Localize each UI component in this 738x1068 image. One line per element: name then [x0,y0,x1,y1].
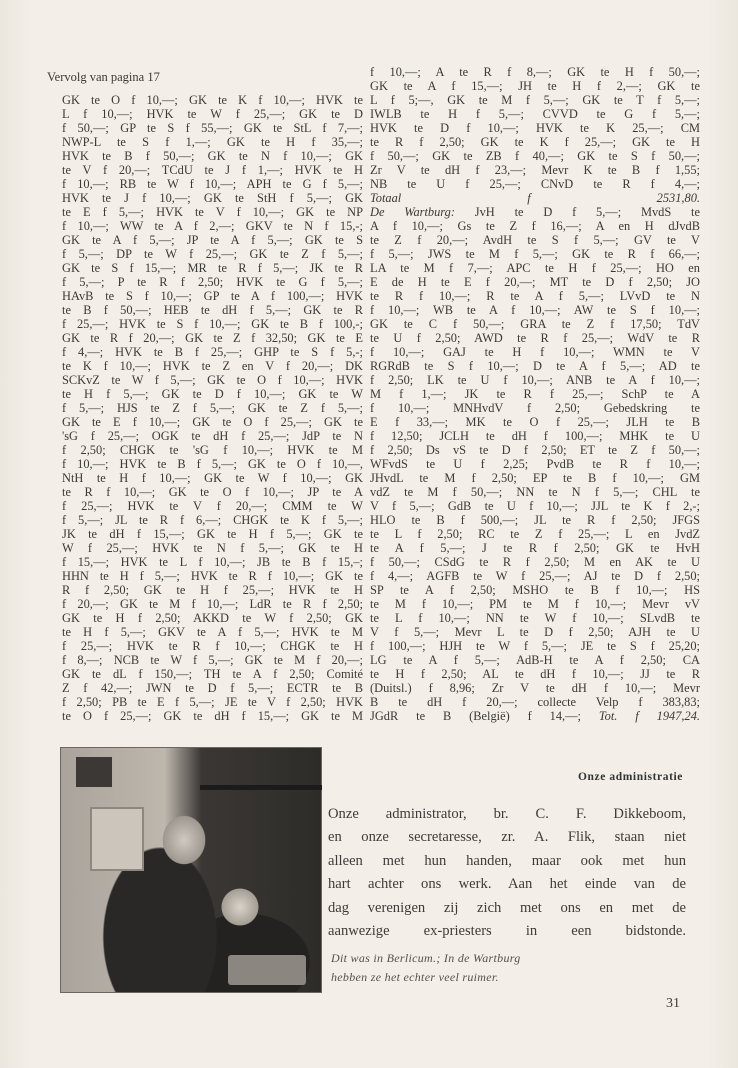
line-text: te R f 10,—; GK te O f 10,—; JP te A [62,485,363,499]
donation-line [370,443,700,457]
donation-line [370,345,700,359]
donation-line [370,275,700,289]
donation-line [62,303,363,317]
donation-line [62,121,363,135]
line-text: GK te H f 2,50; AKKD te W f 2,50; GK [62,611,363,625]
line-text: te K f 10,—; HVK te Z en V f 20,—; DK [62,359,363,373]
line-text: HVK te D f 10,—; HVK te K 25,—; CM [370,121,700,135]
donation-line [370,681,700,695]
donation-line [370,93,700,107]
line-text: L f 10,—; HVK te W f 25,—; GK te D [62,107,363,121]
donation-line [370,485,700,499]
line-text: te H f 5,—; GK te D f 10,—; GK te W [62,387,363,401]
line-text: f 4,—; AGFB te W f 25,—; AJ te D f 2,50; [370,569,700,583]
donation-line [370,513,700,527]
donation-line [62,485,363,499]
line-text: LG te A f 5,—; AdB-H te A f 2,50; CA [370,653,700,667]
donation-line [370,177,700,191]
line-text: te L f 10,—; NN te W f 10,—; SLvdB te [370,611,700,625]
line-text: (Duitsl.) f 8,96; Zr V te dH f 10,—; Mevr [370,681,700,695]
donation-line [370,639,700,653]
donation-line [370,219,700,233]
donation-line [370,401,700,415]
donation-line [370,303,700,317]
line-text: SP te A f 2,50; MSHO te B f 10,—; HS [370,583,700,597]
line-text: HHN te H f 5,—; HVK te R f 10,—; GK te [62,569,363,583]
line-text: te M f 10,—; PM te M f 10,—; Mevr vV [370,597,700,611]
line-text: NWP-L te S f 1,—; GK te H f 35,—; [62,135,363,149]
line-text: f 50,—; GP te S f 55,—; GK te StL f 7,—; [62,121,363,135]
donation-line [370,233,700,247]
donation-line [62,331,363,345]
line-text: f 5,—; DP te W f 25,—; GK te Z f 5,—; [62,247,363,261]
italic-text: De Wartburg: [370,205,455,219]
donation-line [62,471,363,485]
line-text: f 12,50; JCLH te dH f 100,—; MHK te U [370,429,700,443]
caption-line: hebben ze het echter veel ruimer. [331,970,499,984]
page-number: 31 [666,996,680,1011]
line-text: NtH te H f 10,—; GK te W f 10,—; GK [62,471,363,485]
line-text: HAvB te S f 10,—; GP te A f 100,—; HVK [62,289,363,303]
line-text: GK te O f 10,—; GK te K f 10,—; HVK te [62,93,363,107]
line-text: f 100,—; HJH te W f 5,—; JE te S f 25,20; [370,639,700,653]
line-text: GK te A f 5,—; JP te A f 5,—; GK te S [62,233,363,247]
line-text: f 50,—; GK te ZB f 40,—; GK te S f 50,—; [370,149,700,163]
donation-line [370,373,700,387]
line-text: f 4,—; HVK te B f 25,—; GHP te S f 5,-; [62,345,363,359]
line-text: f 5,—; JWS te M f 5,—; GK te R f 66,—; [370,247,700,261]
line-text: f 15,—; HVK te L f 10,—; JB te B f 15,–; [62,555,363,569]
donation-line [62,639,363,653]
line-text: f 2,50; CHGK te 'sG f 10,—; HVK te M [62,443,363,457]
donation-line [370,709,700,723]
donation-line [62,681,363,695]
donation-line [370,359,700,373]
donation-line [370,107,700,121]
donation-line [62,415,363,429]
donation-line [370,471,700,485]
section-title: Onze administratie [577,771,683,783]
donation-line [62,163,363,177]
donation-line [370,79,700,93]
donation-line [62,233,363,247]
donation-line [370,667,700,681]
donation-line [62,261,363,275]
line-text: te E f 5,—; HVK te V f 10,—; GK te NP [62,205,363,219]
line-text: f 25,—; HVK te R f 10,—; CHGK te H [62,639,363,653]
donation-line [370,289,700,303]
line-text: f 5,—; HJS te Z f 5,—; GK te Z f 5,—; [62,401,363,415]
line-text: SCKvZ te W f 5,—; GK te O f 10,—; HVK [62,373,363,387]
office-photo [60,747,322,993]
line-text: f 8,—; NCB te W f 5,—; GK te M f 20,—; [62,653,363,667]
line-text: NB te U f 25,—; CNvD te R f 4,—; [370,177,700,191]
line-text: f 2,50; Ds vS te D f 2,50; ET te Z f 50,—; [370,443,700,457]
donation-line [62,527,363,541]
line-text: f 10,—; WW te A f 2,—; GKV te N f 15,-; [62,219,363,233]
donation-line [62,695,363,709]
donation-line [370,261,700,275]
line-text: HVK te J f 10,—; GK te StH f 5,—; GK [62,191,363,205]
donation-line [370,205,700,219]
line-text: GK te R f 20,—; GK te Z f 32,50; GK te E [62,331,363,345]
donations-column-right [370,65,700,723]
line-text: te U f 2,50; AWD te R f 25,—; WdV te R [370,331,700,345]
donation-line [370,247,700,261]
line-text: V f 5,—; GdB te U f 10,—; JJL te K f 2,-; [370,499,700,513]
line-text: R f 2,50; GK te H f 25,—; HVK te H [62,583,363,597]
donation-line [370,163,700,177]
donation-line [62,653,363,667]
line-text: f 5,—; P te R f 2,50; HVK te G f 5,—; [62,275,363,289]
donation-line [62,289,363,303]
donation-line [370,149,700,163]
line-text: f 25,—; HVK te S f 10,—; GK te B f 100,-; [62,317,363,331]
donation-line [370,555,700,569]
line-text: te H f 2,50; AL te dH f 10,—; JJ te R [370,667,700,681]
line-text: HVK te B f 50,—; GK te N f 10,—; GK [62,149,363,163]
wall-frame [90,807,144,871]
line-text: LA te M f 7,—; APC te H f 25,—; HO en [370,261,700,275]
donation-line [370,583,700,597]
line-text: f 10,—; MNHvdV f 2,50; Gebedskring te [370,401,700,415]
body-line: Onze administrator, br. C. F. Dikkeboom, [328,806,686,822]
typewriter [228,955,306,985]
line-text: JvH te D f 5,—; MvdS te [454,205,700,219]
donation-line [370,135,700,149]
line-text: f 10,—; A te R f 8,—; GK te H f 50,—; [370,65,700,79]
donation-line [370,415,700,429]
line-text: Z f 42,—; JWN te D f 5,—; ECTR te B [62,681,363,695]
line-text: RGRdB te S f 10,—; D te A f 5,—; AD te [370,359,700,373]
line-text: te L f 2,50; RC te Z f 25,—; L en JvdZ [370,527,700,541]
line-text: te R f 10,—; R te A f 5,—; LVvD te N [370,289,700,303]
body-line: hart achter ons werk. Aan het einde van de [328,876,686,893]
line-text: f 2,50; LK te U f 10,—; ANB te A f 10,—; [370,373,700,387]
line-text: L f 5;—, GK te M f 5,—; GK te T f 5,—; [370,93,700,107]
donation-line [62,93,363,107]
line-text: f 10,—; RB te W f 10,—; APH te G f 5,—; [62,177,363,191]
donation-line [62,555,363,569]
line-text: W f 25,—; HVK te N f 5,—; GK te H [62,541,363,555]
body-line: alleen met hun handen, maar ook met hun [328,852,686,869]
donation-line [62,191,363,205]
donation-line [62,177,363,191]
donation-line [370,387,700,401]
line-text: WFvdS te U f 2,25; PvdB te R f 10,—; [370,457,700,471]
caption-line: Dit was in Berlicum.; In de Wartburg [331,951,521,965]
body-line: aanwezige ex-priesters in een bidstonde. [328,923,686,940]
donation-line [370,191,700,205]
body-line: dag verenigen zij zich met ons en met de [328,899,686,916]
donation-line [62,597,363,611]
line-text: f 50,—; CSdG te R f 2,50; M en AK te U [370,555,700,569]
line-text: f 20,—; GK te M f 10,—; LdR te R f 2,50; [62,597,363,611]
donation-line [62,149,363,163]
line-text: M f 1,—; JK te R f 25,—; SchP te A [370,387,700,401]
donation-line [62,373,363,387]
donation-line [370,457,700,471]
donation-line [62,569,363,583]
donation-line [62,429,363,443]
donation-line [62,513,363,527]
donation-line [370,611,700,625]
line-text: JHvdL te M f 2,50; EP te B f 10,—; GM [370,471,700,485]
line-text: te H f 5,—; GKV te A f 5,—; HVK te M [62,625,363,639]
donation-line [370,121,700,135]
donation-line [62,709,363,723]
line-text: IWLB te H f 5,—; CVVD te G f 5,—; [370,107,700,121]
donation-line [370,331,700,345]
line-text: te A f 5,—; J te R f 2,50; GK te HvH [370,541,700,555]
line-text: GK te dL f 150,—; TH te A f 2,50; Comité [62,667,363,681]
donation-line [62,443,363,457]
line-text: te B f 50,—; HEB te dH f 5,—; GK te R [62,303,363,317]
italic-text: Tot. f 1947,24. [598,709,700,723]
section-body [328,803,686,943]
italic-text: Totaal f 2531,80. [370,191,700,205]
line-text: te R f 2,50; GK te K f 25,—; GK te H [370,135,700,149]
line-text: GK te S f 15,—; MR te R f 5,—; JK te R [62,261,363,275]
donation-line [62,345,363,359]
line-text: f 10,—; WB te A f 10,—; AW te S f 10,—; [370,303,700,317]
donation-line [62,583,363,597]
donation-line [62,667,363,681]
donation-line [62,247,363,261]
donation-line [370,653,700,667]
donations-column-left [62,93,363,723]
line-text: GK te A f 15,—; JH te H f 2,—; GK te [370,79,700,93]
line-text: te O f 25,—; GK te dH f 15,—; GK te M [62,709,363,723]
donation-line [62,275,363,289]
donation-line [370,569,700,583]
donation-line [370,317,700,331]
donation-line [370,499,700,513]
donation-line [370,625,700,639]
donation-line [370,541,700,555]
donation-line [370,695,700,709]
line-text: te V f 20,—; TCdU te J f 1,—; HVK te H [62,163,363,177]
line-text: f 25,—; HVK te V f 20,—; CMM te W [62,499,363,513]
line-text: f 10,—; GAJ te H f 10,—; WMN te V [370,345,700,359]
wall-picture [76,757,112,787]
donation-line [62,135,363,149]
donation-line [62,205,363,219]
line-text: A f 10,—; Gs te Z f 16,—; A en H dJvdB [370,219,700,233]
donation-line [62,219,363,233]
donation-line [62,387,363,401]
line-text: f 2,50; PB te E f 5,—; JE te V f 2,50; HVK [62,695,363,709]
continuation-header: Vervolg van pagina 17 [47,70,160,84]
photo-caption [331,949,521,987]
line-text: E de H te E f 20,—; MT te D f 2,50; JO [370,275,700,289]
donation-line [62,611,363,625]
donation-line [62,625,363,639]
donation-line [370,429,700,443]
donation-line [62,359,363,373]
bookshelf [200,785,322,790]
line-text: JGdR te B (België) f 14,—; [370,709,599,723]
line-text: f 5,—; JL te R f 6,—; CHGK te K f 5,—; [62,513,363,527]
line-text: f 10,—; HVK te B f 5,—; GK te O f 10,—, [62,457,363,471]
line-text: te Z f 20,—; AvdH te S f 5,—; GV te V [370,233,700,247]
donation-line [62,499,363,513]
body-line: en onze secretaresse, zr. A. Flik, staan niet [328,829,686,846]
donation-line [62,317,363,331]
line-text: vdZ te M f 50,—; NN te N f 5,—; CHL te [370,485,700,499]
line-text: JK te dH f 15,—; GK te H f 5,—; GK te [62,527,363,541]
donation-line [370,65,700,79]
line-text: GK te E f 10,—; GK te O f 25,—; GK te [62,415,363,429]
donation-line [62,541,363,555]
line-text: HLO te B f 500,—; JL te R f 2,50; JFGS [370,513,700,527]
line-text: Zr V te dH f 23,—; Mevr K te B f 1,55; [370,163,700,177]
line-text: GK te C f 50,—; GRA te Z f 17,50; TdV [370,317,700,331]
line-text: B te dH f 20,—; collecte Velp f 383,83; [370,695,700,709]
line-text: 'sG f 25,—; OGK te dH f 25,—; JdP te N [62,429,363,443]
donation-line [62,401,363,415]
donation-line [370,527,700,541]
donation-line [370,597,700,611]
line-text: E f 33,—; MK te O f 25,—; JLH te B [370,415,700,429]
line-text: V f 5,—; Mevr L te D f 2,50; AJH te U [370,625,700,639]
donation-line [62,457,363,471]
donation-line [62,107,363,121]
